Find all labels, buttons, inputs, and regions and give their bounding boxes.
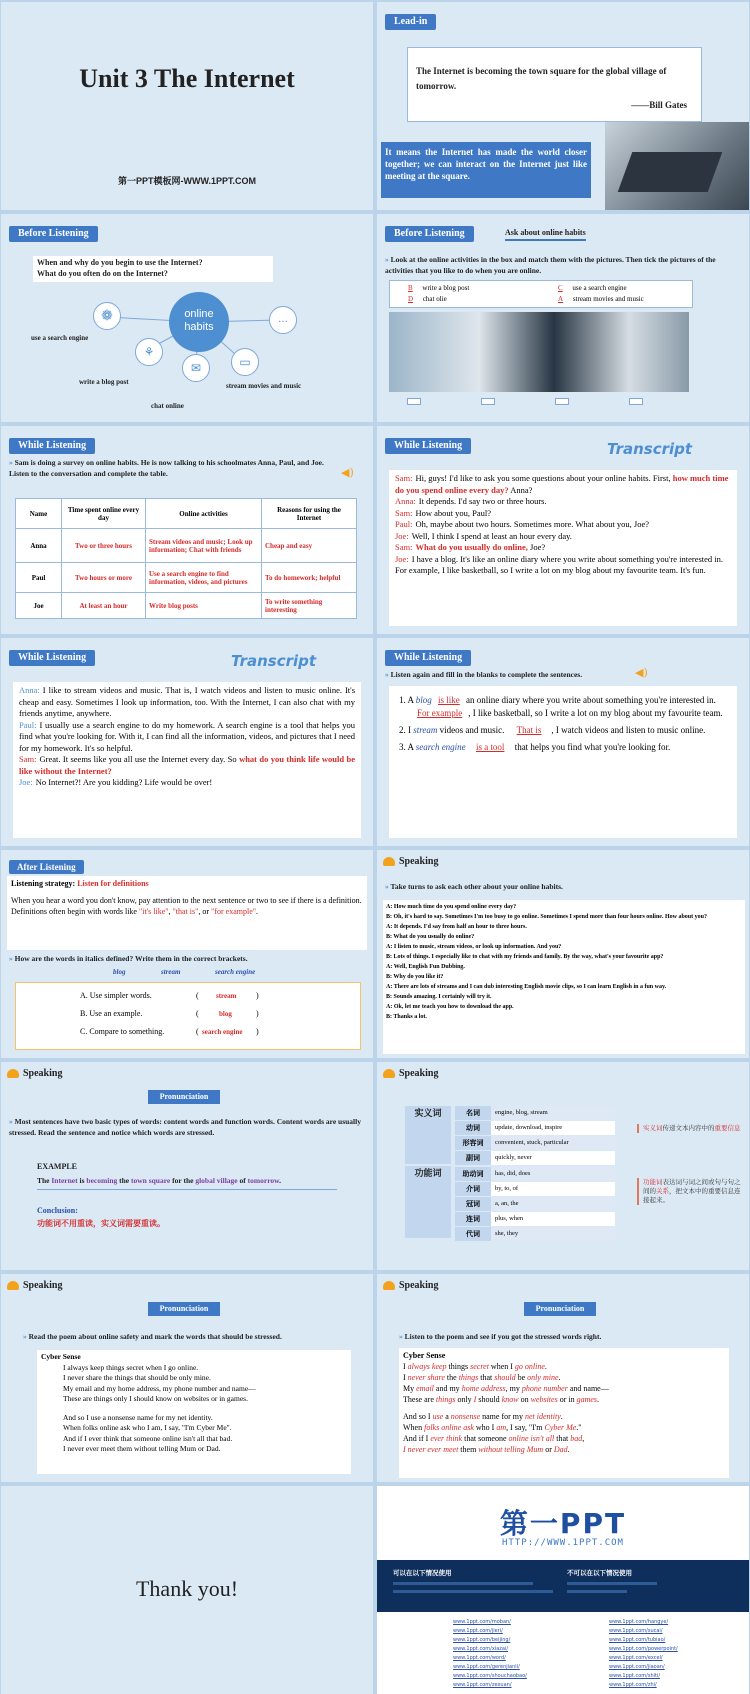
brand-url: HTTP://WWW.1PPT.COM — [502, 1538, 624, 1548]
example-label: EXAMPLE — [37, 1162, 77, 1171]
slide-header: Before Listening — [385, 226, 474, 242]
monitor-icon: ▭ — [231, 348, 259, 376]
pronunciation-label: Pronunciation — [148, 1090, 220, 1104]
brand-logo: 第一PPT — [499, 1507, 627, 1540]
instruction: » Read the poem about online safety and mark the words that should be stressed. — [23, 1332, 282, 1341]
slide-transcript-1 — [377, 426, 749, 634]
function-words-note: 功能词表达词与词之间或句与句之间的关系，把文本中的重要信息连接起来。 — [637, 1178, 741, 1205]
slide-header: Speaking — [7, 1068, 62, 1079]
quote-box — [407, 47, 702, 122]
poem-box: Cyber Sense I always keep things secret when I go online. I never share the things that should be only mine. My email and my home address, my phone number and name— These are things only I should know on websites or in games. And so I use a nonsense name for my net identity. When folks online ask who I am, I say, "I'm Cyber Me". And if I ever think that someone online isn't all that bad. I never ever meet them without telling Mum or Dad. — [37, 1350, 351, 1474]
slide-header: While Listening — [9, 650, 95, 666]
question-2: What do you often do on the Internet? — [37, 269, 168, 278]
speaker-icon[interactable]: ◀) — [341, 466, 354, 479]
transcript-title: Transcript — [607, 440, 693, 458]
options-box: A. Use simpler words. B. Use an example. C. Compare to something. ( ) ( ) ( ) stream blog search engine — [15, 982, 361, 1050]
sentences-box: 1. A blog is like an online diary where you write about something you're interested in. For example , I like basketball, so I write a lot on my blog about my favourite team. 2. I stream videos and music. That is , I watch videos and listen to music online. 3. A search engine is a tool that helps you find what you're looking for. — [389, 686, 737, 838]
slide-header: Speaking — [383, 1280, 438, 1291]
slide-transcript-2 — [1, 638, 373, 846]
slide-header: While Listening — [385, 650, 471, 666]
function-words-group: 功能词 — [405, 1166, 451, 1238]
usage-panel: 可以在以下情况使用 不可以在以下情况使用 — [377, 1560, 749, 1612]
slide-fill-blanks — [377, 638, 749, 846]
transcript-box: Anna: I like to stream videos and music. That is, I watch videos and listen to music online. It's cheap and easy. Sometimes I look up information, too. With the Internet, I can also chat with my friends anytime, anywhere. Paul: I usually use a search engine to do my homework. A search engine is a tool that helps you find what you're looking for. With it, I can find all the information, videos, and pictures that I need for my homework. It's so helpful. Sam: Great. It seems like you all use the Internet every day. So what do you think life would be like without the Internet? Joe: No Internet?! Are you kidding? Life would be over! — [13, 682, 361, 838]
online-habits-circle: online habits — [169, 292, 229, 352]
instruction: » Look at the online activities in the box and match them with the pictures. Then tick the pictures of the activities that you like to do when you are online. — [385, 255, 716, 275]
more-circle: … — [269, 306, 297, 334]
label-blog-post: write a blog post — [79, 378, 129, 386]
slide-before-listening-1 — [1, 214, 373, 422]
tree-icon: ⚘ — [135, 338, 163, 366]
slide-title — [1, 2, 373, 210]
slide-word-types — [377, 1062, 749, 1270]
body-text: » Most sentences have two basic types of words: content words and function words. Content words are usually stressed. Read the sentence and notice which words are stressed. — [9, 1117, 361, 1137]
slide-header: Speaking — [383, 1068, 438, 1079]
slide-poem-read — [1, 1274, 373, 1482]
content-words-group: 实义词 — [405, 1106, 451, 1164]
paw-icon: ❁ — [93, 302, 121, 330]
quote-text: The Internet is becoming the town square for the global village of tomorrow. — [416, 66, 667, 91]
slide-header: Speaking — [7, 1280, 62, 1291]
label-chat-online: chat online — [151, 402, 184, 410]
slide-speaking-dialogue — [377, 850, 749, 1058]
word-type-table: 名词 engine, blog, stream 动词 update, download, inspire 形容词 convenient, stuck, particular 副词 quickly, never 助动词 has, did, does 介词 by, to, of 冠词 a, an, the 连词 plus, when 代词 she, they — [455, 1106, 615, 1241]
lead-in-note: It means the Internet has made the world closer together; we can interact on the Internet just like meeting at the square. — [381, 142, 591, 198]
conclusion-label: Conclusion: — [37, 1206, 78, 1215]
speaker-icon[interactable]: ◀) — [635, 666, 648, 679]
slide-brand — [377, 1486, 749, 1694]
slide-poem-listen — [377, 1274, 749, 1482]
slide-header: While Listening — [385, 438, 471, 454]
poem-box: Cyber Sense I always keep things secret when I go online. I never share the things that should be only mine. My email and my home address, my phone number and name— These are things only I should know on websites or in games. And so I use a nonsense name for my net identity. When folks online ask who I am, I say, "I'm Cyber Me." And if I ever think that someone online isn't all that bad, I never ever meet them without telling Mum or Dad. — [399, 1348, 729, 1478]
transcript-box: Sam: Hi, guys! I'd like to ask you some questions about your online habits. First, how much time do you spend online every day? Anna? Anna: It depends. I'd say two or three hours. Sam: How about you, Paul? Paul: Oh, maybe about two hours. Sometimes more. What about you, Joe? Joe: Well, I think I spend at least an hour every day. Sam: What do you usually do online, Joe? Joe: I have a blog. It's like an online diary where you write about something you're interested in. For example, I like basketball, so I write a lot on my blog about my favourite team. It's fun. — [389, 470, 737, 626]
links-right: www.1ppt.com/hangye/ www.1ppt.com/sucai/ www.1ppt.com/tubiao/ www.1ppt.com/powerpoint/ www.1ppt.com/excel/ www.1ppt.com/jiaoan/ www.1ppt.com/shiti/ www.1ppt.com/zhi/ — [609, 1619, 678, 1688]
slide-before-listening-2 — [377, 214, 749, 422]
pronunciation-label: Pronunciation — [524, 1302, 596, 1316]
question-1: When and why do you begin to use the Internet? — [37, 258, 203, 267]
slide-after-listening — [1, 850, 373, 1058]
word-search-engine: search engine — [215, 968, 256, 976]
quote-author: ——Bill Gates — [631, 100, 687, 110]
slide-title-sub: 第一PPT模板网-WWW.1PPT.COM — [118, 176, 256, 186]
thank-you-text: Thank you! — [135, 1576, 239, 1601]
survey-table: Name Time spent online every day Online activities Reasons for using the Internet Anna Two or three hours Stream videos and music; Look up information; Chat with friends Cheap and easy Paul Two hours or more Use a search engine to find information, videos, and pictures To do homework; helpful Joe At least an hour Write blog posts To write something interesting — [15, 498, 357, 619]
content-words-note: 实义词传递文本内容中的重要信息 — [637, 1124, 741, 1133]
slide-lead-in — [377, 2, 749, 210]
dialogue-box: A: How much time do you spend online every day? B: Oh, it's hard to say. Sometimes I'm too busy to go online. Sometimes I spend more than four hours online. How about you? A: It depends. I'd say from half an hour to three hours. B: What do you usually do online? A: I listen to music, stream videos, or look up information. And you? B: Lots of things. I especially like to chat with my friends and family. By the way, what's your favourite app? A: Well, English Fun Dubbing. B: Why do you like it? A: There are lots of streams and I can dub interesting English movie clips, so I can learn English in a fun way. B: Sounds amazing. I certainly will try it. A: Ok, let me teach you how to download the app. B: Thanks a lot. — [383, 900, 745, 1054]
transcript-title: Transcript — [231, 652, 317, 670]
tick-boxes — [395, 398, 695, 408]
instruction: » Take turns to ask each other about your online habits. — [385, 882, 563, 891]
slide-thank-you — [1, 1486, 373, 1694]
word-blog: blog — [113, 968, 126, 976]
slide-header: Speaking — [383, 856, 438, 867]
label-search-engine: use a search engine — [31, 334, 89, 342]
slide-title-heading: Unit 3 The Internet — [79, 64, 295, 93]
slide-header: While Listening — [9, 438, 95, 454]
example-sentence: The Internet is becoming the town square for the global village of tomorrow. — [37, 1176, 282, 1185]
slide-header: Lead-in — [385, 14, 436, 30]
strategy-box: Listening strategy: Listen for definitions When you hear a word you don't know, pay attention to the next sentence or two to see if there is a definition. Definitions often begin with words like "it's like", "that is", or "for example". — [7, 876, 367, 950]
conclusion-text: 功能词不用重读，实义词需要重读。 — [37, 1219, 165, 1228]
slide-while-listening-table — [1, 426, 373, 634]
label-stream: stream movies and music — [226, 382, 302, 390]
chat-icon: ✉ — [182, 354, 210, 382]
links-left: www.1ppt.com/moban/ www.1ppt.com/jieri/ www.1ppt.com/beijing/ www.1ppt.com/xiazai/ www.1ppt.com/word/ www.1ppt.com/gerenjianli/ www.1ppt.com/shouchaobao/ www.1ppt.com/zexuan/ — [453, 1619, 527, 1688]
instruction: » Listen again and fill in the blanks to complete the sentences. — [385, 670, 583, 679]
laptop-image — [605, 122, 749, 210]
slide-subheading: Ask about online habits — [505, 228, 586, 241]
slide-header: Before Listening — [9, 226, 98, 242]
slide-pronunciation-1 — [1, 1062, 373, 1270]
activity-pictures — [389, 312, 689, 392]
slide-header: After Listening — [9, 860, 84, 874]
activity-box: B write a blog post D chat olie C use a search engine A stream movies and music — [389, 280, 693, 308]
question: » How are the words in italics defined? Write them in the correct brackets. — [9, 954, 248, 963]
instruction: » Sam is doing a survey on online habits. He is now talking to his schoolmates Anna, Paul, and Joe. Listen to the conversation and complete the table. — [9, 458, 324, 478]
instruction: » Listen to the poem and see if you got the stressed words right. — [399, 1332, 602, 1341]
pronunciation-label: Pronunciation — [148, 1302, 220, 1316]
word-stream: stream — [161, 968, 181, 976]
